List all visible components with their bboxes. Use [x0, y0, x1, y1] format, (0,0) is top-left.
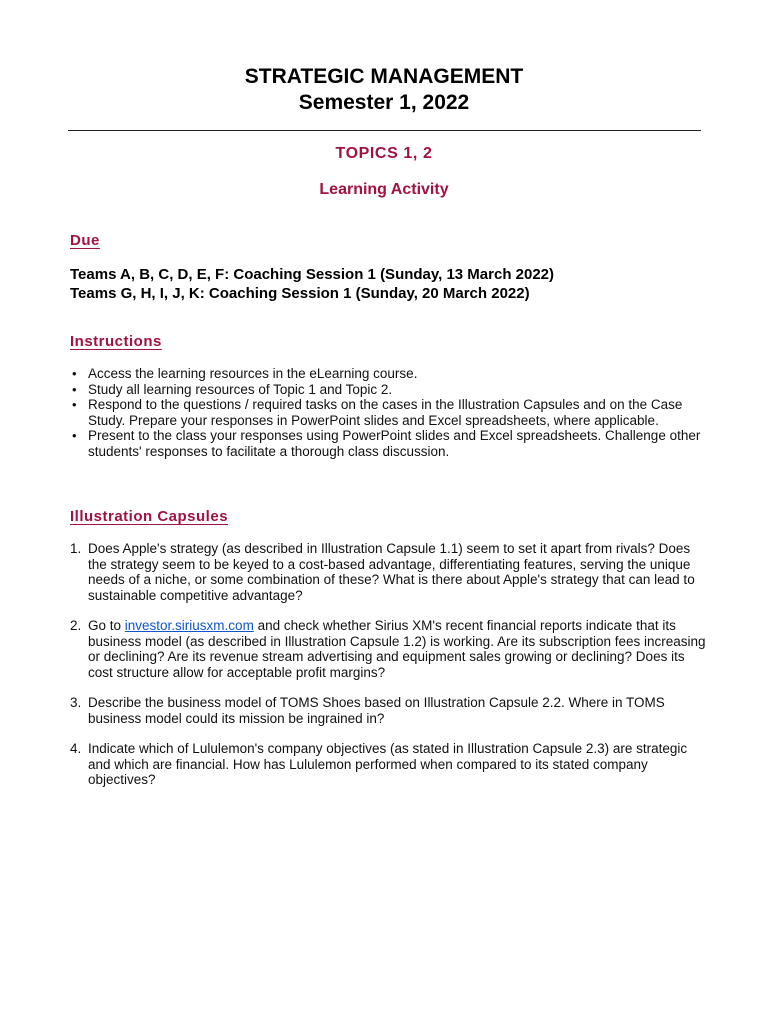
capsules-questions [70, 541, 710, 803]
list-item-text: Present to the class your responses using PowerPoint slides and Excel spreadsheets. Challenge other students' responses to facilitate a thorough class discussion. [88, 428, 701, 459]
question-number: 3. [70, 695, 82, 710]
question-text: Does Apple's strategy (as described in Illustration Capsule 1.1) seem to set it apart from rivals? Does the strategy seem to be keyed to a cost-based advantage, differentiating features, serving the unique needs of a niche, or some combination of these? What is there about Apple's strategy that can lead to sustainable competitive advantage? [88, 541, 695, 603]
bullet-icon: • [72, 366, 77, 381]
title-divider [68, 130, 701, 131]
bullet-icon: • [72, 397, 77, 412]
list-item-text: Access the learning resources in the eLearning course. [88, 366, 418, 381]
question-item [70, 541, 710, 603]
list-item-text: Respond to the questions / required tasks on the cases in the Illustration Capsules and on the Case Study. Prepare your responses in PowerPoint slides and Excel spreadsheets, where applicable. [88, 397, 683, 428]
question-item [70, 695, 710, 726]
question-text-pre: Go to [88, 618, 125, 633]
document-title [0, 64, 768, 116]
question-text: Describe the business model of TOMS Shoes based on Illustration Capsule 2.2. Where in TOMS business model could its mission be ingrained in? [88, 695, 665, 726]
question-number: 4. [70, 741, 82, 756]
title-semester: Semester 1, 2022 [298, 91, 470, 114]
instructions-heading: Instructions [70, 333, 162, 350]
instructions-list [70, 366, 710, 459]
capsules-heading: Illustration Capsules [70, 508, 229, 525]
list-item [70, 428, 710, 459]
question-item [70, 741, 710, 788]
question-text-post: and check whether Sirius XM's recent financial reports indicate that its business model (as described in Illustration Capsule 1.2) is working. Are its subscription fees increasing or declining? Are its revenue stream advertising and equipment sales growing or declining? Does its cost structure allow for acceptable profit margins? [88, 618, 706, 680]
activity-heading: Learning Activity [319, 181, 449, 198]
topics-heading: TOPICS 1, 2 [335, 145, 433, 162]
question-number: 1. [70, 541, 82, 556]
due-dates [70, 265, 554, 303]
due-heading: Due [70, 232, 100, 249]
list-item [70, 366, 710, 382]
due-line: Teams G, H, I, J, K: Coaching Session 1 (Sunday, 20 March 2022) [70, 285, 530, 302]
question-text: Indicate which of Lululemon's company objectives (as stated in Illustration Capsule 2.3) are strategic and which are financial. How has Lululemon performed when compared to its stated company objectives? [88, 741, 688, 787]
question-number: 2. [70, 618, 82, 633]
list-item [70, 382, 710, 398]
bullet-icon: • [72, 428, 77, 443]
due-line: Teams A, B, C, D, E, F: Coaching Session 1 (Sunday, 13 March 2022) [70, 266, 555, 283]
investor-siriusxm-link[interactable]: investor.siriusxm.com [124, 618, 254, 633]
list-item [70, 397, 710, 428]
list-item-text: Study all learning resources of Topic 1 and Topic 2. [88, 381, 393, 397]
question-item [70, 618, 710, 680]
title-course: STRATEGIC MANAGEMENT [244, 65, 524, 88]
bullet-icon: • [72, 381, 77, 397]
